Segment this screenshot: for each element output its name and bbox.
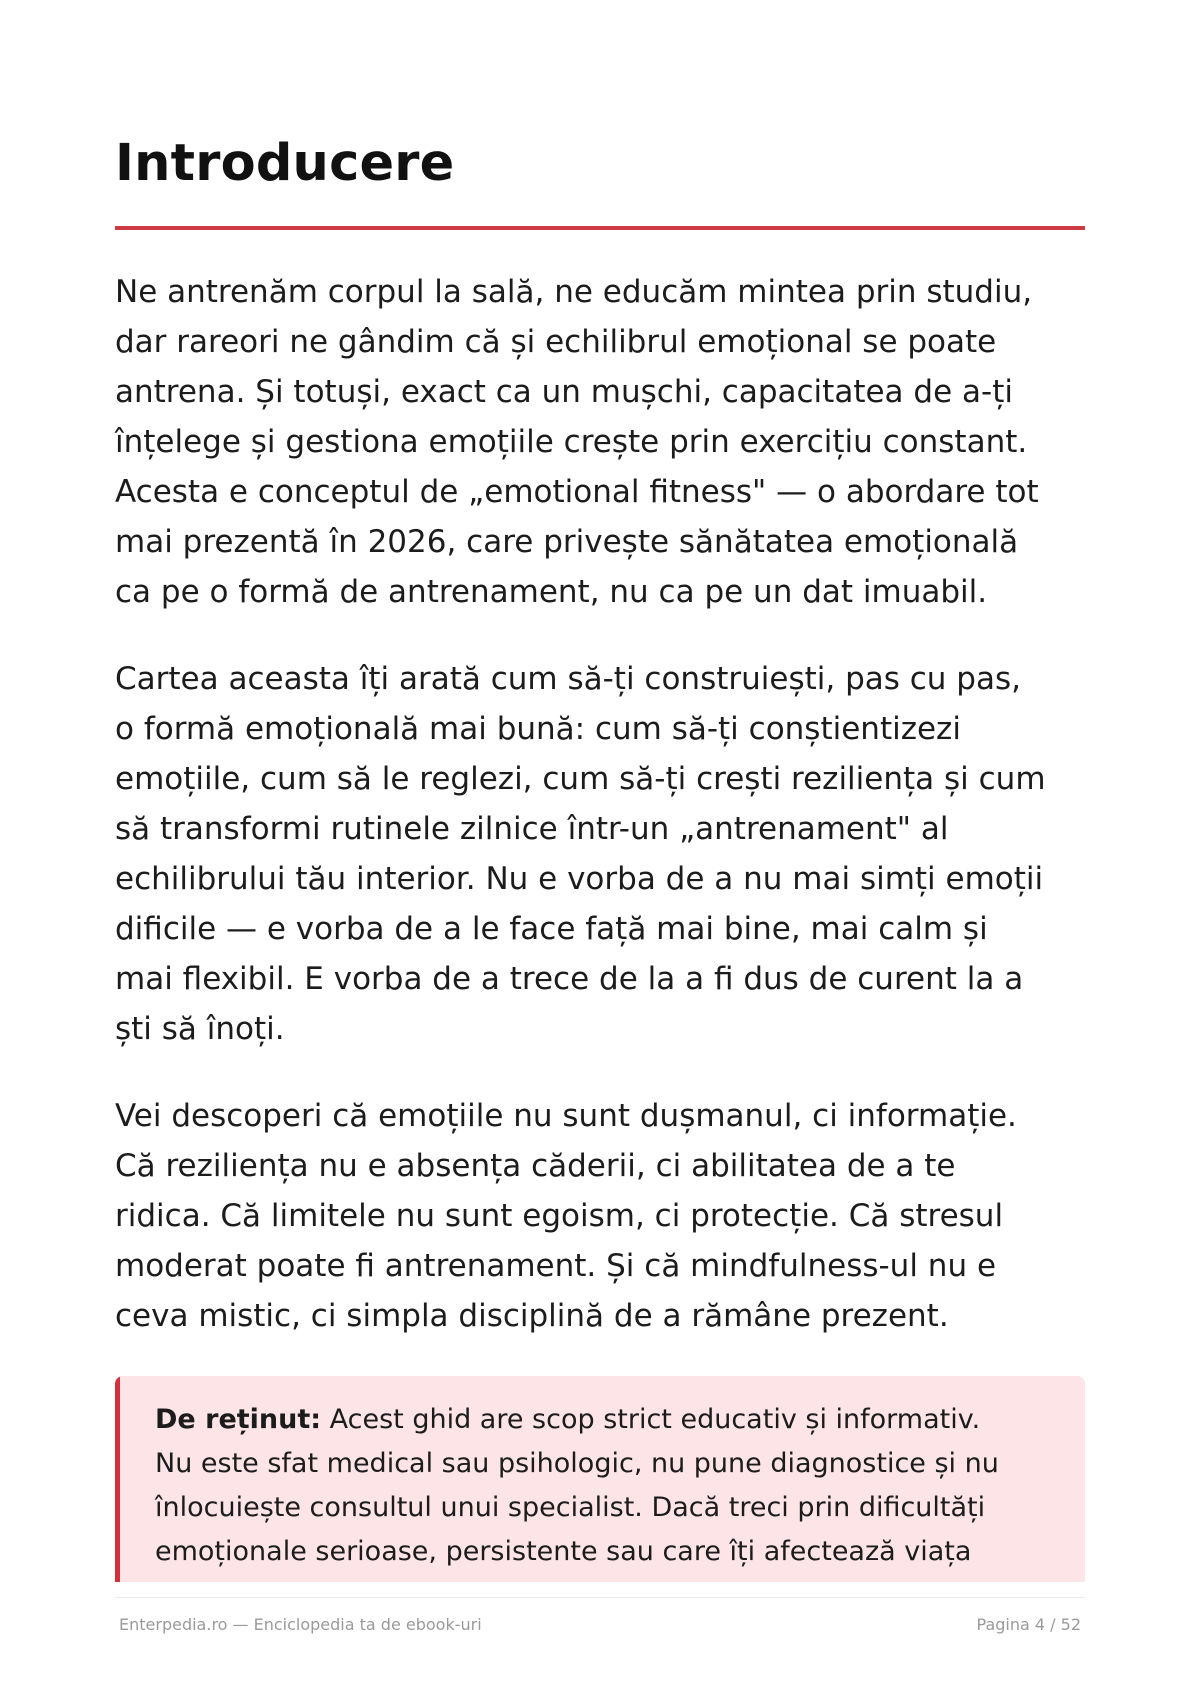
callout-text [155,1398,1075,1574]
footer-site: Enterpedia.ro — Enciclopedia ta de ebook-uri [119,1615,482,1634]
document-page [115,0,1085,1683]
paragraph-2: Cartea aceasta îți arată cum să-ți construiești, pas cu pas, o formă emoțională mai bună: cum să-ți conștientizezi emoțiile, cum să le reglezi, cum să-ți crești reziliența și cum să transformi rutinele zilnice într-un „antrenament" al echilibrului tău interior. Nu e vorba de a nu mai simți emoții dificile — e vorba de a le face față mai bine, mai calm și mai flexibil. E vorba de a trece de la a fi dus de curent la a ști să înoți. [115,661,1046,1047]
footer-divider [115,1597,1085,1598]
callout-accent-bar [115,1376,120,1582]
note-callout [115,1376,1085,1582]
page-number: Pagina 4 / 52 [976,1615,1081,1634]
paragraph-3: Vei descoperi că emoțiile nu sunt dușmanul, ci informație. Că reziliența nu e absența căderii, ci abilitatea de a te ridica. Că limitele nu sunt egoism, ci protecție. Că stresul moderat poate fi antrenament. Și că mindfulness-ul nu e ceva mistic, ci simpla disciplină de a rămâne prezent. [115,1098,1017,1334]
callout-label: De reținut: [155,1404,322,1435]
page-title: Introducere [115,134,455,193]
paragraph-1: Ne antrenăm corpul la sală, ne educăm mintea prin studiu, dar rareori ne gândim că și echilibrul emoțional se poate antrena. Și totuși, exact ca un mușchi, capacitatea de a-ți înțelege și gestiona emoțiile crește prin exercițiu constant. Acesta e conceptul de „emotional fitness" — o abordare tot mai prezentă în 2026, care privește sănătatea emoțională ca pe o formă de antrenament, nu ca pe un dat imuabil. [115,274,1039,610]
callout-body: Acest ghid are scop strict educativ și informativ. Nu este sfat medical sau psihologic, nu pune diagnostice și nu înlocuiește consultul unui specialist. Dacă treci prin dificultăți emoționale serioase, persistente sau care îți afectează viața [155,1404,999,1567]
title-divider [115,226,1085,230]
